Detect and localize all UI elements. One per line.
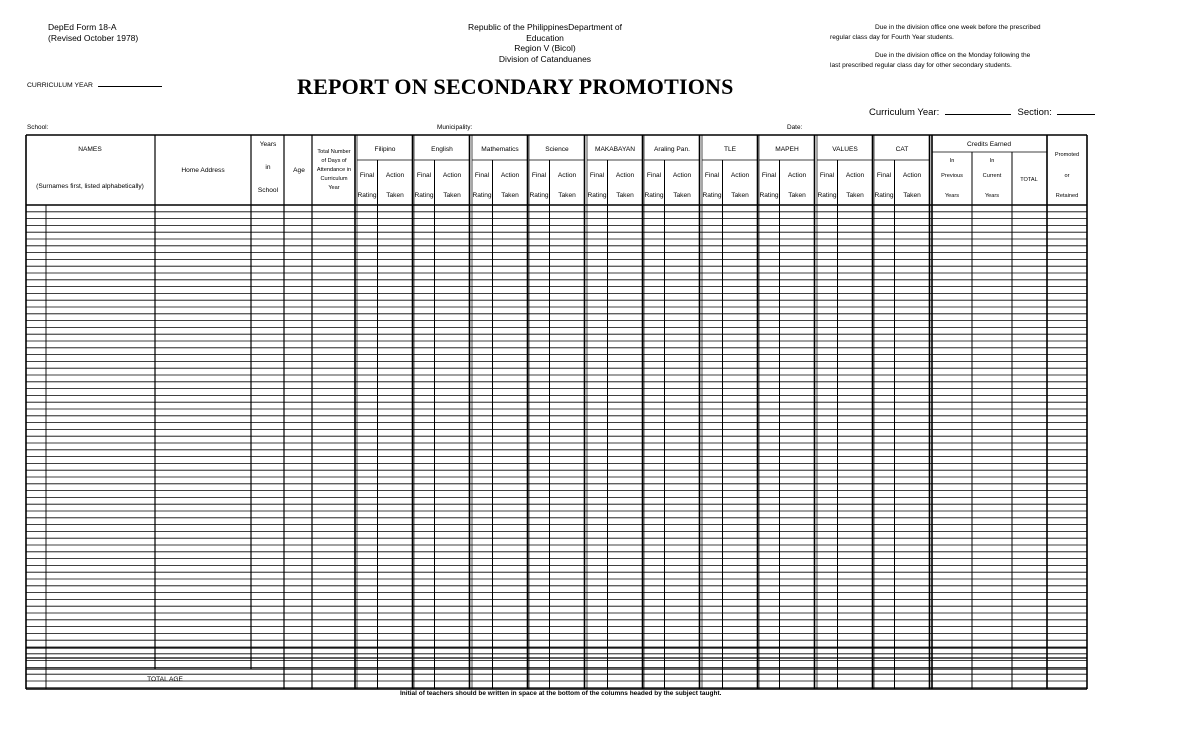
action-taken-label: Taken xyxy=(731,192,749,199)
action-taken-label: Taken xyxy=(903,192,921,199)
subject-header: CAT xyxy=(895,146,909,153)
subject-header: MAPEH xyxy=(775,146,799,153)
final-rating-label: Rating xyxy=(529,192,549,199)
previous-years-label: Years xyxy=(944,193,960,199)
previous-label: Previous xyxy=(941,173,963,179)
action-taken-label: Taken xyxy=(386,192,404,199)
action-taken-label: Taken xyxy=(558,192,576,199)
subject-header: Filipino xyxy=(374,146,396,153)
form-revision: (Revised October 1978) xyxy=(48,33,139,43)
current-label: Current xyxy=(982,173,1002,179)
subject-header: VALUES xyxy=(832,146,858,153)
final-rating-label: Rating xyxy=(414,192,434,199)
attendance-header: Attendance in xyxy=(316,167,352,173)
promoted-label: Promoted xyxy=(1054,152,1080,158)
final-rating-label: Rating xyxy=(817,192,837,199)
municipality-label: Municipality: xyxy=(437,124,473,131)
form-number: DepEd Form 18-A xyxy=(48,22,117,32)
section-label: Section: xyxy=(1017,107,1052,118)
page-title: REPORT ON SECONDARY PROMOTIONS xyxy=(297,74,734,99)
subject-header: TLE xyxy=(723,146,737,153)
final-rating-label: Final xyxy=(876,172,892,179)
final-rating-label: Final xyxy=(646,172,662,179)
final-rating-label: Rating xyxy=(759,192,779,199)
final-rating-label: Final xyxy=(761,172,777,179)
names-header: NAMES xyxy=(78,146,102,153)
curriculum-year-label: CURRICULUM YEAR xyxy=(27,82,93,89)
final-rating-label: Rating xyxy=(357,192,377,199)
attendance-header: Year xyxy=(328,185,340,191)
final-rating-label: Rating xyxy=(644,192,664,199)
final-rating-label: Rating xyxy=(472,192,492,199)
due-note-line: last prescribed regular class day for other secondary students. xyxy=(830,61,1012,69)
action-taken-label: Action xyxy=(615,172,635,179)
agency-name: Republic of the PhilippinesDepartment of Education xyxy=(467,22,623,43)
action-taken-label: Action xyxy=(442,172,462,179)
action-taken-label: Action xyxy=(500,172,520,179)
attendance-header: of Days of xyxy=(321,158,347,164)
credits-in-label: In xyxy=(989,158,995,164)
action-taken-label: Action xyxy=(672,172,692,179)
action-taken-label: Taken xyxy=(788,192,806,199)
school-label: School: xyxy=(27,124,49,131)
due-note-line: regular class day for Fourth Year students. xyxy=(830,33,954,41)
action-taken-label: Action xyxy=(902,172,922,179)
final-rating-label: Final xyxy=(704,172,720,179)
date-label: Date: xyxy=(787,124,803,131)
names-subheader: (Surnames first, listed alphabetically) xyxy=(36,183,144,190)
promoted-label: or xyxy=(1064,173,1070,179)
attendance-header: Total Number xyxy=(317,149,351,155)
final-rating-label: Final xyxy=(359,172,375,179)
final-rating-label: Final xyxy=(819,172,835,179)
final-rating-label: Final xyxy=(531,172,547,179)
final-rating-label: Final xyxy=(474,172,490,179)
total-age-label: TOTAL AGE xyxy=(147,676,183,683)
subject-header: MAKABAYAN xyxy=(594,146,636,153)
final-rating-label: Rating xyxy=(702,192,722,199)
home-address-header: Home Address xyxy=(181,167,225,174)
final-rating-label: Rating xyxy=(587,192,607,199)
action-taken-label: Action xyxy=(385,172,405,179)
promoted-label: Retained xyxy=(1055,193,1079,199)
current-years-label: Years xyxy=(984,193,1000,199)
action-taken-label: Taken xyxy=(846,192,864,199)
region-name: Region V (Bicol) xyxy=(514,43,576,53)
action-taken-label: Taken xyxy=(616,192,634,199)
action-taken-label: Action xyxy=(557,172,577,179)
age-header: Age xyxy=(293,167,305,174)
final-rating-label: Final xyxy=(589,172,605,179)
final-rating-label: Final xyxy=(416,172,432,179)
due-note-line: Due in the division office one week before the prescribed xyxy=(875,24,1041,31)
credits-in-label: In xyxy=(949,158,955,164)
years-header: in xyxy=(265,164,271,171)
footnote: Initial of teachers should be written in space at the bottom of the columns headed by the subject taught. xyxy=(400,690,722,697)
action-taken-label: Taken xyxy=(501,192,519,199)
subject-header: Mathematics xyxy=(481,146,519,153)
years-header: School xyxy=(257,187,279,194)
curriculum-year-label-2: Curriculum Year: xyxy=(869,107,940,118)
action-taken-label: Action xyxy=(787,172,807,179)
final-rating-label: Rating xyxy=(874,192,894,199)
division-name: Division of Catanduanes xyxy=(498,53,592,64)
due-note-line: Due in the division office on the Monday following the xyxy=(875,52,1031,59)
credits-total-label: TOTAL xyxy=(1020,177,1038,183)
action-taken-label: Taken xyxy=(673,192,691,199)
years-header: Years xyxy=(259,141,277,148)
attendance-header: Curriculum xyxy=(320,176,348,182)
action-taken-label: Action xyxy=(730,172,750,179)
subject-header: Araling Pan. xyxy=(654,146,690,153)
credits-earned-header: Credits Earned xyxy=(967,141,1011,148)
action-taken-label: Taken xyxy=(443,192,461,199)
subject-header: Science xyxy=(545,146,569,153)
subject-header: English xyxy=(431,146,453,153)
action-taken-label: Action xyxy=(845,172,865,179)
